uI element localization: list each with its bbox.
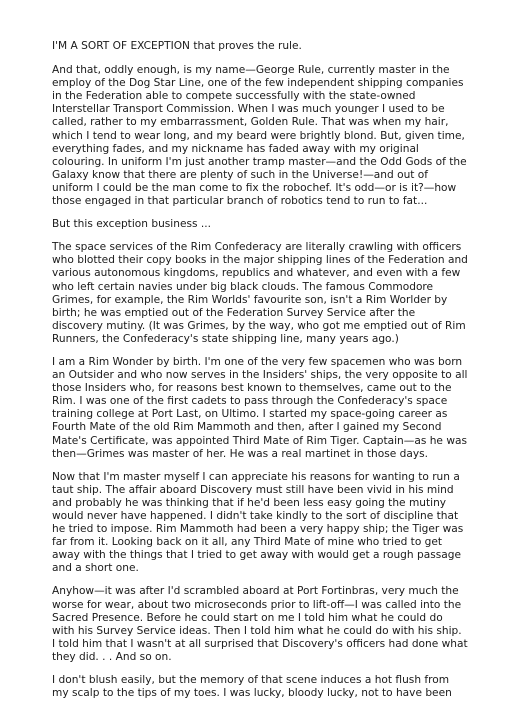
paragraph-taut-ship: Now that I'm master myself I can appreciate his reasons for wanting to run a taut ship. The affair aboard Discovery must still have been vivid in his mind and probably he was thinking that if he'd been less easy going the mutiny would never have happened. I didn't take kindly to the sort of discipline that he tried to impose. Rim Mammoth had been a very happy ship; the Tiger was far from it. Looking back on it all, any Third Mate of mine who tried to get away with the things that I tried to get away with would get a rough passage and a short one. xyxy=(52,470,464,575)
paragraph-opening: I'M A SORT OF EXCEPTION that proves the rule. xyxy=(52,40,302,52)
paragraph-blush: I don't blush easily, but the memory of that scene induces a hot flush from my scalp to the tips of my toes. I was lucky, bloody lucky, not to have been xyxy=(52,674,452,700)
paragraph-name: And that, oddly enough, is my name—George Rule, currently master in the employ of the Dog Star Line, one of the few independent shipping companies in the Federation able to compete successfully with the state-owned Interstellar Transport Commission. When I was much younger I used to be called, rather to my embarrassment, Golden Rule. That was when my hair, which I tend to wear long, and my beard were brightly blond. But, given time, everything fades, and my nickname has faded away with my original colouring. In uniform I'm just another tramp master—and the Odd Gods of the Galaxy know that there are plenty of such in the Universe!—and out of uniform I could be the man come to fix the robochef. It's odd—or is it?—how those engaged in that particular branch of robotics tend to run to fat... xyxy=(52,64,467,208)
paragraph-rim-wonder: I am a Rim Wonder by birth. I'm one of the very few spacemen who was born an Outsider and who now serves in the Insiders' ships, the very opposite to all those Insiders who, for reasons best known to themselves, came out to the Rim. I was one of the first cadets to pass through the Confederacy's space training college at Port Last, on Ultimo. I started my space-going career as Fourth Mate of the old Rim Mammoth and then, after I gained my Second Mate's Certificate, was appointed Third Mate of Rim Tiger. Captain—as he was then—Grimes was master of her. He was a real martinet in those days. xyxy=(52,355,468,460)
paragraph-rim-confederacy: The space services of the Rim Confederacy are literally crawling with officers who blotted their copy books in the major shipping lines of the Federation and various autonomous kingdoms, republics and whatever, and even with a few who left certain navies under big black clouds. The famous Commodore Grimes, for example, the Rim Worlds' favourite son, isn't a Rim Worlder by birth; he was emptied out of the Federation Survey Service after the discovery mutiny. (It was Grimes, by the way, who got me emptied out of Rim Runners, the Confederacy's state shipping line, many years ago.) xyxy=(52,241,468,345)
paragraph-sacred-presence: Anyhow—it was after I'd scrambled aboard at Port Fortinbras, very much the worse for wear, about two microseconds prior to lift-off—I was called into the Sacred Presence. Before he could start on me I told him what he could do with his Survey Service ideas. Then I told him what he could do with his ship. I told him that I wasn't at all surprised that Discovery's officers had done what they did. . . And so on. xyxy=(52,585,468,663)
paragraph-exception: But this exception business ... xyxy=(52,218,211,231)
